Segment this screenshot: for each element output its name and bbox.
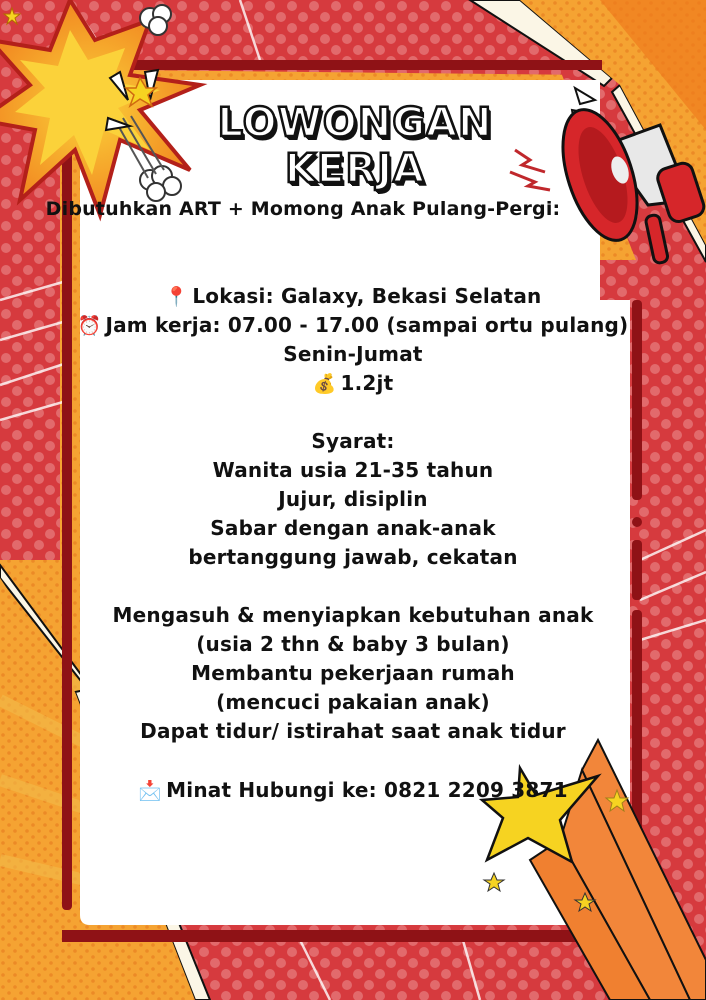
- requirement-item: bertanggung jawab, cekatan: [188, 545, 518, 569]
- contact-text: Minat Hubungi ke: 0821 2209 3871: [166, 778, 568, 802]
- days-text: Senin-Jumat: [283, 342, 423, 366]
- contact-row: [0, 778, 706, 802]
- envelope-icon: 📩: [138, 780, 163, 802]
- requirements-heading: Syarat:: [311, 429, 395, 453]
- duty-item: Membantu pekerjaan rumah: [191, 661, 515, 685]
- duty-item: (usia 2 thn & baby 3 bulan): [196, 632, 510, 656]
- requirement-item: Jujur, disiplin: [278, 487, 428, 511]
- requirement-item: Sabar dengan anak-anak: [210, 516, 496, 540]
- pin-icon: 📍: [164, 286, 189, 308]
- location-text: Lokasi: Galaxy, Bekasi Selatan: [192, 284, 542, 308]
- money-bag-icon: 💰: [312, 373, 337, 395]
- poster-title: LOWONGAN KERJA: [217, 100, 493, 192]
- duty-item: Dapat tidur/ istirahat saat anak tidur: [140, 719, 566, 743]
- duty-item: Mengasuh & menyiapkan kebutuhan anak: [112, 603, 594, 627]
- duty-item: (mencuci pakaian anak): [216, 690, 490, 714]
- alarm-clock-icon: ⏰: [77, 315, 102, 337]
- hours-row: [0, 313, 706, 337]
- subtitle: Dibutuhkan ART + Momong Anak Pulang-Pergi:: [45, 198, 561, 220]
- requirement-item: Wanita usia 21-35 tahun: [212, 458, 494, 482]
- location-row: [0, 284, 706, 308]
- salary-text: 1.2jt: [340, 371, 394, 395]
- salary-row: [0, 371, 706, 395]
- hours-text: Jam kerja: 07.00 - 17.00 (sampai ortu pulang): [105, 313, 629, 337]
